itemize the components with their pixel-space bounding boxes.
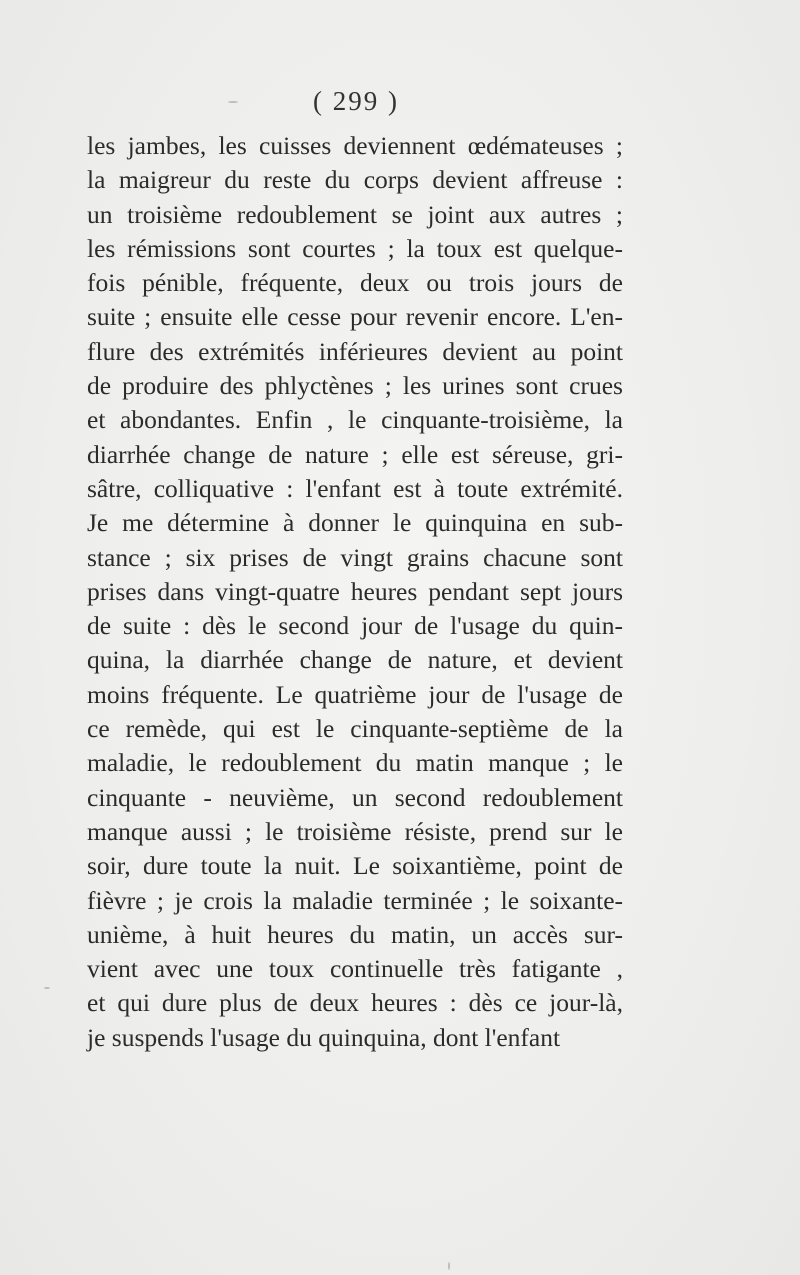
text-line: flure des extrémités inférieures devient au point xyxy=(87,336,623,366)
paper-speck xyxy=(228,101,238,103)
text-line: et abondantes. Enfin , le cinquante-troisième, la xyxy=(87,405,623,435)
text-line: les jambes, les cuisses deviennent œdémateuses ; xyxy=(87,131,623,160)
text-line: vient avec une toux continuelle très fatigante , xyxy=(87,954,623,984)
text-line: stance ; six prises de vingt grains chacune sont xyxy=(87,542,623,572)
text-line: moins fréquente. Le quatrième jour de l'usage de xyxy=(87,679,623,709)
text-line: cinquante - neuvième, un second redoublement xyxy=(87,782,623,812)
page-number: ( 299 ) xyxy=(313,86,399,116)
text-line: ce remède, qui est le cinquante-septième de la xyxy=(87,714,623,744)
text-line: prises dans vingt-quatre heures pendant sept jours xyxy=(87,576,623,606)
text-line: manque aussi ; le troisième résiste, prend sur le xyxy=(87,816,623,846)
text-line: diarrhée change de nature ; elle est séreuse, gri- xyxy=(87,439,623,469)
text-line: fièvre ; je crois la maladie terminée ; le soixante- xyxy=(87,885,623,915)
body-text xyxy=(87,129,623,1055)
text-line: Je me détermine à donner le quinquina en sub- xyxy=(87,508,623,538)
paper-speck xyxy=(44,987,50,989)
text-line: maladie, le redoublement du matin manque ; le xyxy=(87,748,623,778)
text-line: la maigreur du reste du corps devient affreuse : xyxy=(87,165,623,195)
text-line: unième, à huit heures du matin, un accès sur- xyxy=(87,919,623,949)
text-line: les rémissions sont courtes ; la toux est quelque- xyxy=(87,233,623,263)
text-line: quina, la diarrhée change de nature, et devient xyxy=(87,645,623,675)
text-line: suite ; ensuite elle cesse pour revenir encore. L'en- xyxy=(87,302,623,332)
text-line: soir, dure toute la nuit. Le soixantième, point de xyxy=(87,851,623,881)
paper-speck xyxy=(448,1262,450,1270)
text-line: sâtre, colliquative : l'enfant est à toute extrémité. xyxy=(87,473,623,503)
text-line: je suspends l'usage du quinquina, dont l'enfant xyxy=(87,1022,561,1052)
text-line: et qui dure plus de deux heures : dès ce jour-là, xyxy=(87,988,623,1018)
text-line: fois pénible, fréquente, deux ou trois jours de xyxy=(87,268,623,298)
text-line: de produire des phlyctènes ; les urines sont crues xyxy=(87,371,623,401)
text-line: un troisième redoublement se joint aux autres ; xyxy=(87,199,623,229)
text-line: de suite : dès le second jour de l'usage du quin- xyxy=(87,611,623,641)
